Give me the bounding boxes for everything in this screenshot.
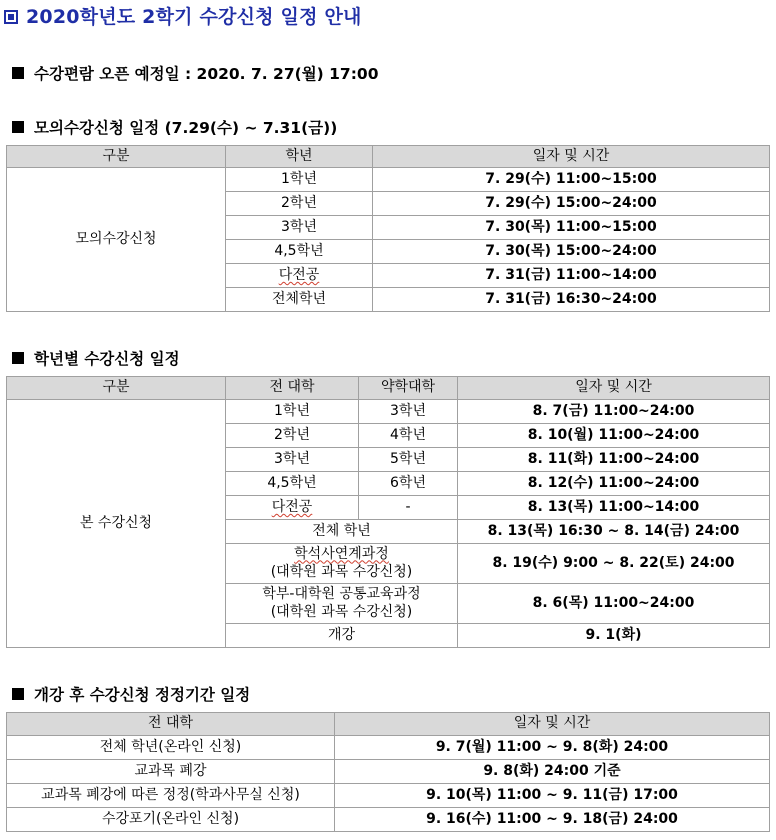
grade-cell: 4,5학년 (226, 472, 359, 496)
grade-cell: 전체학년 (226, 288, 373, 312)
program-note: (대학원 과목 수강신청) (270, 564, 413, 580)
grade-text: 다전공 (278, 266, 320, 283)
time-cell: 8. 6(목) 11:00~24:00 (458, 584, 770, 624)
time-cell: 8. 12(수) 11:00~24:00 (458, 472, 770, 496)
mock-registration-table (6, 145, 770, 312)
time-cell: 8. 13(목) 11:00~14:00 (458, 496, 770, 520)
time-cell: 8. 10(월) 11:00~24:00 (458, 424, 770, 448)
page-title-text: 2020학년도 2학기 수강신청 일정 안내 (26, 6, 362, 28)
time-cell: 7. 31(금) 11:00~14:00 (373, 264, 770, 288)
time-cell: 9. 16(수) 11:00 ~ 9. 18(금) 24:00 (335, 808, 770, 832)
time-cell: 7. 30(목) 15:00~24:00 (373, 240, 770, 264)
main-registration-table (6, 376, 770, 648)
page-title (4, 2, 362, 29)
time-cell: 9. 1(화) (458, 624, 770, 648)
grade-cell: 3학년 (226, 448, 359, 472)
time-cell: 7. 30(목) 11:00~15:00 (373, 216, 770, 240)
table-header: 구분 (7, 377, 226, 400)
grade-text: 다전공 (271, 498, 313, 515)
pharmacy-grade-cell: 4학년 (359, 424, 458, 448)
all-grades-cell: 전체 학년 (226, 520, 458, 544)
table-header: 약학대학 (359, 377, 458, 400)
program-note: (대학원 과목 수강신청) (270, 604, 413, 620)
time-cell: 9. 8(화) 24:00 기준 (335, 760, 770, 784)
joint-program-cell (226, 584, 458, 624)
table-header: 일자 및 시간 (458, 377, 770, 400)
item-cell: 수강포기(온라인 신청) (7, 808, 335, 832)
table-header: 일자 및 시간 (373, 146, 770, 168)
time-cell: 7. 31(금) 16:30~24:00 (373, 288, 770, 312)
group-cell: 모의수강신청 (7, 168, 226, 312)
group-cell: 본 수강신청 (7, 400, 226, 648)
grade-cell (226, 264, 373, 288)
table-header: 일자 및 시간 (335, 713, 770, 736)
section-heading-mock (12, 116, 337, 138)
grade-cell: 2학년 (226, 192, 373, 216)
semester-start-cell: 개강 (226, 624, 458, 648)
time-cell: 8. 13(목) 16:30 ~ 8. 14(금) 24:00 (458, 520, 770, 544)
table-header: 학년 (226, 146, 373, 168)
section-heading-catalog (12, 62, 378, 84)
pharmacy-grade-cell: 5학년 (359, 448, 458, 472)
program-name: 학석사연계과정 (294, 545, 389, 562)
time-cell: 9. 7(월) 11:00 ~ 9. 8(화) 24:00 (335, 736, 770, 760)
time-cell: 8. 19(수) 9:00 ~ 8. 22(토) 24:00 (458, 544, 770, 584)
grade-cell: 1학년 (226, 168, 373, 192)
item-cell: 교과목 폐강 (7, 760, 335, 784)
program-name: 학부-대학원 공통교육과정 (262, 585, 421, 602)
section-heading-grade (12, 347, 180, 369)
pharmacy-grade-cell: - (359, 496, 458, 520)
adjustment-table (6, 712, 770, 832)
grade-cell: 2학년 (226, 424, 359, 448)
section-heading-text: 수강편람 오픈 예정일 : 2020. 7. 27(월) 17:00 (34, 65, 379, 83)
section-heading-text: 학년별 수강신청 일정 (34, 350, 180, 368)
square-bullet-icon (12, 121, 24, 133)
title-bullet-icon (4, 10, 18, 24)
section-heading-text: 개강 후 수강신청 정정기간 일정 (34, 686, 251, 704)
table-header: 구분 (7, 146, 226, 168)
grade-cell: 1학년 (226, 400, 359, 424)
pharmacy-grade-cell: 6학년 (359, 472, 458, 496)
square-bullet-icon (12, 67, 24, 79)
time-cell: 7. 29(수) 15:00~24:00 (373, 192, 770, 216)
grade-cell: 3학년 (226, 216, 373, 240)
time-cell: 7. 29(수) 11:00~15:00 (373, 168, 770, 192)
square-bullet-icon (12, 352, 24, 364)
square-bullet-icon (12, 688, 24, 700)
pharmacy-grade-cell: 3학년 (359, 400, 458, 424)
table-header: 전 대학 (226, 377, 359, 400)
section-heading-adjust (12, 683, 250, 705)
time-cell: 8. 7(금) 11:00~24:00 (458, 400, 770, 424)
item-cell: 전체 학년(온라인 신청) (7, 736, 335, 760)
time-cell: 9. 10(목) 11:00 ~ 9. 11(금) 17:00 (335, 784, 770, 808)
section-heading-text: 모의수강신청 일정 (7.29(수) ~ 7.31(금)) (34, 119, 338, 137)
bs-ms-program-cell (226, 544, 458, 584)
item-cell: 교과목 폐강에 따른 정정(학과사무실 신청) (7, 784, 335, 808)
table-header: 전 대학 (7, 713, 335, 736)
grade-cell (226, 496, 359, 520)
time-cell: 8. 11(화) 11:00~24:00 (458, 448, 770, 472)
grade-cell: 4,5학년 (226, 240, 373, 264)
